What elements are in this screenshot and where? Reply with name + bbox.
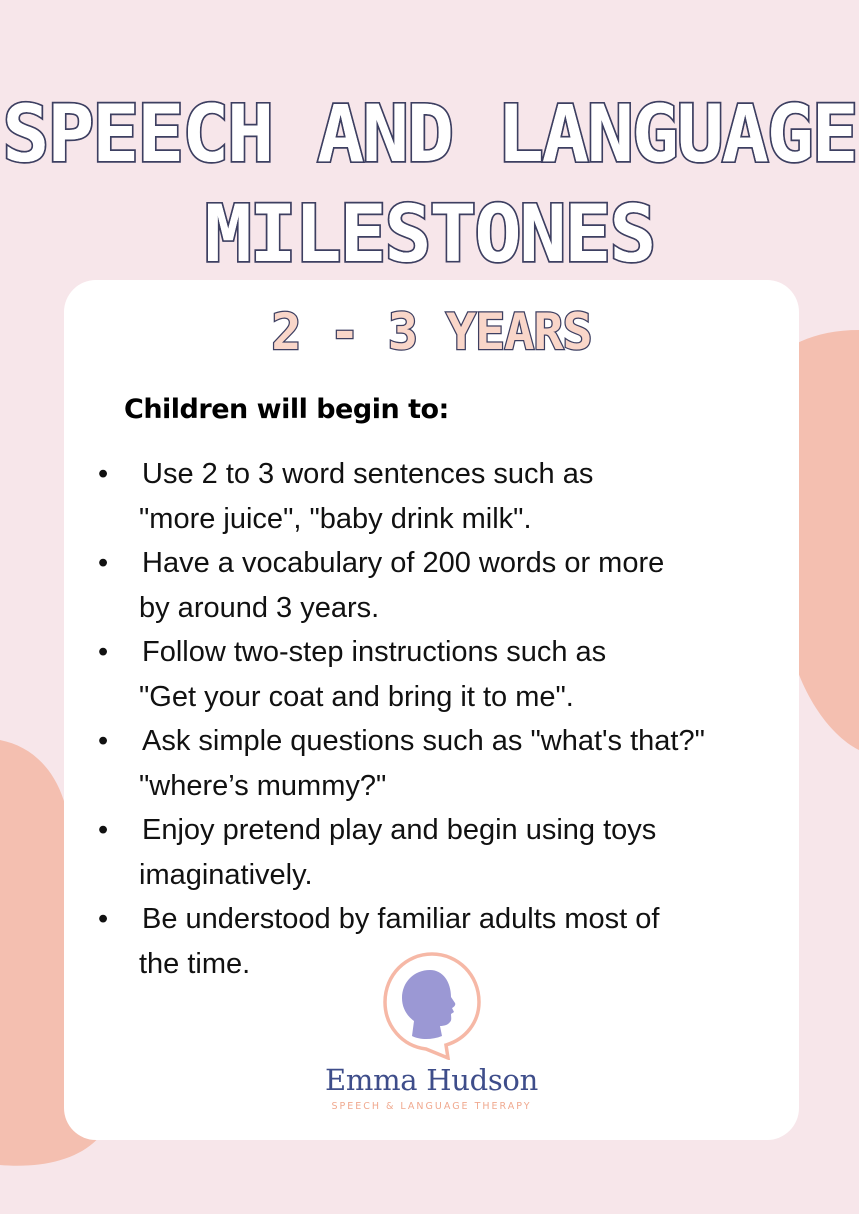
- bullet-icon: •: [98, 636, 109, 668]
- list-item-line-2: "where’s mummy?": [139, 769, 387, 802]
- list-item: [92, 541, 705, 630]
- brand-tagline: SPEECH & LANGUAGE THERAPY: [331, 1101, 532, 1112]
- brand-name: Emma Hudson: [325, 1063, 538, 1097]
- child-head-speech-bubble-icon: [380, 950, 484, 1060]
- page-title: [0, 85, 859, 285]
- list-item: [92, 808, 705, 897]
- list-item-line-2: "more juice", "baby drink milk".: [139, 502, 532, 535]
- bullet-icon: •: [98, 903, 109, 935]
- brand-logo: [64, 950, 799, 1114]
- intro-text: Children will begin to:: [124, 394, 449, 425]
- title-line-2: MILESTONES: [204, 190, 655, 280]
- list-item: [92, 452, 705, 541]
- list-item-line-2: "Get your coat and bring it to me".: [139, 680, 574, 713]
- milestone-list: [92, 452, 705, 986]
- list-item-line-2: the time.: [139, 947, 251, 980]
- list-item-line-1: Ask simple questions such as "what's that?": [142, 725, 705, 757]
- content-card: [64, 280, 799, 1140]
- list-item-line-1: Use 2 to 3 word sentences such as: [142, 458, 594, 490]
- list-item-line-1: Follow two-step instructions such as: [142, 636, 607, 668]
- bullet-icon: •: [98, 814, 109, 846]
- title-line-1: SPEECH AND LANGUAGE: [2, 90, 857, 180]
- list-item: [92, 719, 705, 808]
- list-item-line-2: by around 3 years.: [139, 591, 380, 624]
- list-item-line-1: Be understood by familiar adults most of: [142, 903, 660, 935]
- age-range-heading: 2 - 3 YEARS: [271, 303, 592, 361]
- list-item-line-1: Enjoy pretend play and begin using toys: [142, 814, 657, 846]
- bullet-icon: •: [98, 458, 109, 490]
- list-item-line-2: imaginatively.: [139, 858, 313, 891]
- bullet-icon: •: [98, 725, 109, 757]
- bullet-icon: •: [98, 547, 109, 579]
- list-item-line-1: Have a vocabulary of 200 words or more: [142, 547, 665, 579]
- list-item: [92, 630, 705, 719]
